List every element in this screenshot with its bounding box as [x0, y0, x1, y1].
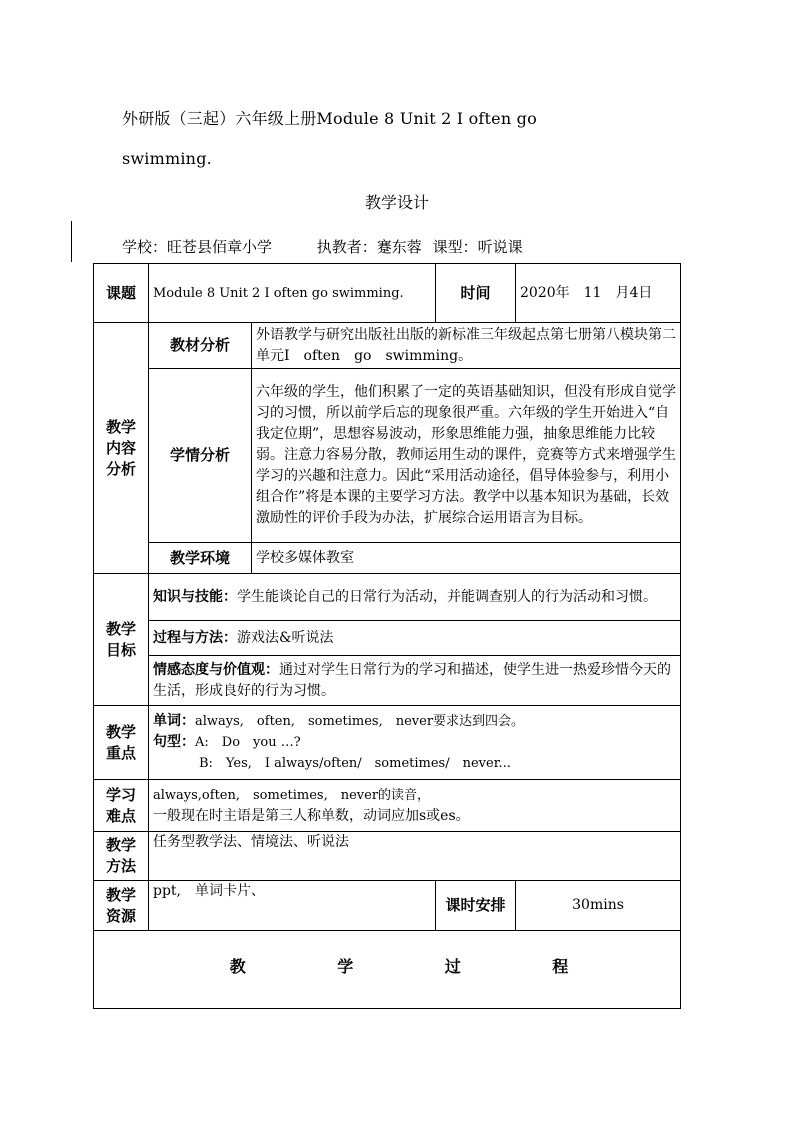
method-label: 教学方法 [94, 832, 149, 881]
process-char: 学 [337, 957, 354, 976]
environment-label: 教学环境 [149, 543, 252, 574]
method-text: 任务型教学法、情境法、听说法 [149, 832, 681, 881]
process-char: 教 [229, 957, 246, 976]
lesson-type: 课型：听说课 [432, 238, 523, 256]
resource-row [94, 881, 681, 931]
goal-emotion-label: 情感态度与价值观： [153, 661, 279, 678]
time-value: 2020年 11 月4日 [516, 264, 681, 323]
method-row [94, 832, 681, 881]
topic-row [94, 264, 681, 323]
difficulty-label: 学习难点 [94, 780, 149, 832]
process-row [94, 931, 681, 1009]
document-title-line-1: 外研版（三起）六年级上册Module 8 Unit 2 I often go [122, 109, 537, 128]
document-title-line-2: swimming. [122, 149, 212, 168]
resource-text: ppt, 单词卡片、 [149, 881, 436, 931]
student-label: 学情分析 [149, 369, 252, 543]
material-row [94, 323, 681, 369]
key-point-row [94, 706, 681, 780]
material-text: 外语教学与研究出版社出版的新标准三年级起点第七册第八模块第二单元I often go swimming。 [252, 323, 681, 369]
lesson-plan-table [93, 263, 681, 1009]
process-char: 过 [444, 957, 461, 976]
student-text: 六年级的学生，他们积累了一定的英语基础知识，但没有形成自觉学习的习惯，所以前学后忘的现象很严重。六年级的学生开始进入“自我定位期”，思想容易波动，形象思维能力强，抽象思维能力比较弱。注意力容易分散，教师运用生动的课件，竞赛等方式来增强学生学习的兴趣和注意力。因此“采用活动途径，倡导体验参与，利用小组合作”将是本课的主要学习方法。教学中以基本知识为基础，长效激励性的评价手段为办法，扩展综合运用语言为目标。 [252, 369, 681, 543]
content-analysis-label: 教学内容分析 [94, 323, 149, 574]
goal-emotion-row [94, 656, 681, 706]
key-words-label: 单词： [153, 713, 195, 729]
goal-emotion [149, 656, 681, 706]
resource-label: 教学资源 [94, 881, 149, 931]
goal-emotion-text: 通过对学生日常行为的学习和描述，使学生进一热爱珍惜今天的生活，形成良好的行为习惯。 [153, 661, 671, 699]
process-char: 程 [552, 957, 569, 976]
school-name: 学校：旺苍县佰章小学 [122, 238, 273, 256]
goal-process [149, 621, 681, 656]
goal-process-text: 游戏法&听说法 [237, 629, 334, 646]
environment-text: 学校多媒体教室 [252, 543, 681, 574]
teacher-name: 执教者：蹇东蓉 [316, 238, 422, 256]
document-subtitle: 教学设计 [364, 193, 429, 212]
environment-row [94, 543, 681, 574]
goal-knowledge-row [94, 574, 681, 621]
material-label: 教材分析 [149, 323, 252, 369]
hours-value: 30mins [516, 881, 681, 931]
difficulty-line-2: 一般现在时主语是第三人称单数，动词应加s或es。 [153, 807, 470, 824]
difficulty-content [149, 780, 681, 832]
goal-knowledge-label: 知识与技能： [153, 588, 237, 605]
key-point-label: 教学重点 [94, 706, 149, 780]
process-cell [94, 931, 681, 1009]
goal-label: 教学目标 [94, 574, 149, 706]
margin-marker [71, 221, 72, 262]
key-words [153, 711, 676, 732]
difficulty-line-1: always,often, sometimes, never的读音， [153, 787, 431, 803]
difficulty-row [94, 780, 681, 832]
goal-process-row [94, 621, 681, 656]
goal-knowledge [149, 574, 681, 621]
goal-process-label: 过程与方法： [153, 629, 237, 646]
process-heading [184, 956, 614, 977]
time-label: 时间 [436, 264, 516, 323]
student-row [94, 369, 681, 543]
key-sentence-a: 句型：A: Do you …? [153, 734, 301, 750]
key-sentence-b: B: Yes, I always/often/ sometimes/ never... [199, 756, 511, 771]
topic-label: 课题 [94, 264, 149, 323]
key-words-text: always, often, sometimes, never要求达到四会。 [195, 714, 525, 729]
key-point-content [149, 706, 681, 780]
school-info-line [122, 236, 529, 257]
hours-label: 课时安排 [436, 881, 516, 931]
goal-knowledge-text: 学生能谈论自己的日常行为活动，并能调查别人的行为活动和习惯。 [237, 588, 657, 605]
topic-value: Module 8 Unit 2 I often go swimming. [149, 264, 436, 323]
key-sentence-label: 句型： [153, 734, 195, 750]
